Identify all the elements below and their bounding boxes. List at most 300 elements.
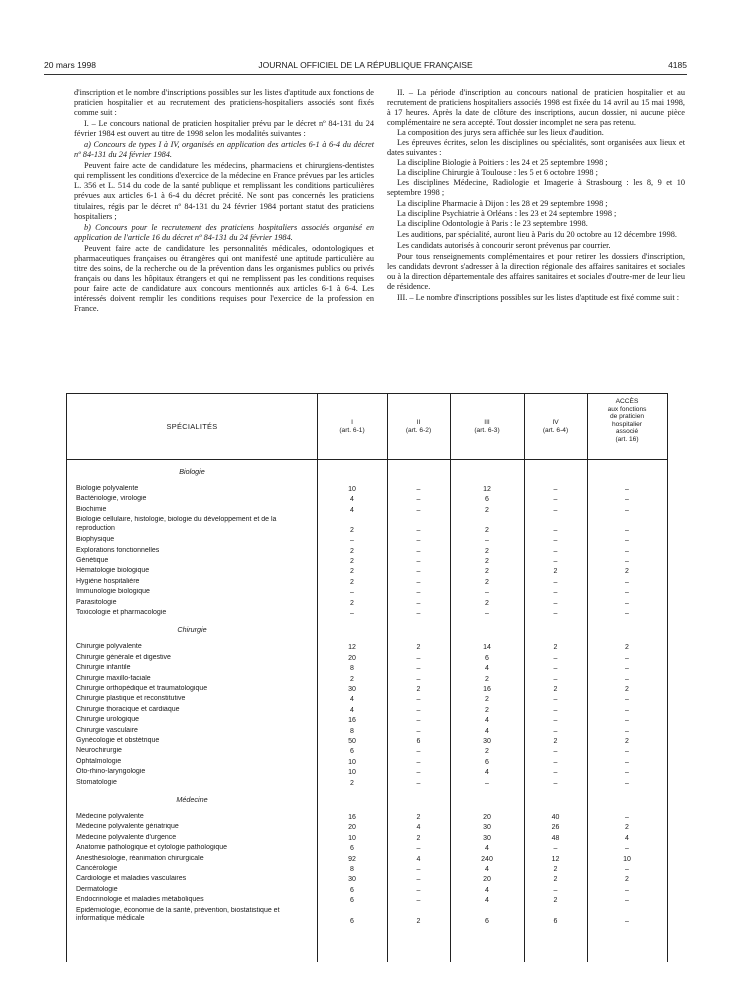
paragraph: Les disciplines Médecine, Radiologie et Imagerie à Strasbourg : les 8, 9 et 10 septembre 1998 ; bbox=[387, 178, 685, 198]
table-header bbox=[67, 394, 667, 460]
quota-value: – bbox=[625, 845, 629, 853]
quota-value: 8 bbox=[350, 665, 354, 673]
quota-value: – bbox=[350, 537, 354, 545]
table-row bbox=[67, 557, 667, 567]
specialty-name: Anatomie pathologique et cytologie pathologique bbox=[76, 844, 228, 852]
header-label: IV bbox=[552, 419, 559, 426]
quota-value: 4 bbox=[485, 665, 489, 673]
quota-value: 2 bbox=[553, 876, 558, 884]
table-row bbox=[67, 495, 667, 505]
quota-value: 92 bbox=[348, 855, 356, 863]
quota-value: – bbox=[553, 537, 558, 545]
quota-value: – bbox=[416, 675, 421, 683]
quota-value: – bbox=[625, 779, 629, 787]
specialty-name: Génétique bbox=[76, 557, 109, 564]
paragraph: d'inscription et le nombre d'inscriptions possibles sur les listes d'aptitude aux fonctions de praticien hospitalier et au recrutement des praticiens-hospitaliers associés sont fixés comme suit : bbox=[74, 88, 374, 118]
quota-value: – bbox=[553, 486, 558, 493]
quota-value: – bbox=[416, 537, 421, 545]
quota-value: 30 bbox=[348, 686, 356, 693]
issue-date: 20 mars 1998 bbox=[44, 60, 96, 70]
specialty-name: Chirurgie orthopédique et traumatologique bbox=[76, 685, 208, 692]
quota-value: 2 bbox=[485, 675, 489, 683]
table-row bbox=[67, 609, 667, 619]
journal-title: JOURNAL OFFICIEL DE LA RÉPUBLIQUE FRANÇAISE bbox=[258, 60, 473, 70]
quota-value: 10 bbox=[348, 834, 356, 842]
specialty-name: Bactériologie, virologie bbox=[76, 495, 147, 503]
quota-value: 4 bbox=[625, 834, 629, 842]
quota-value: – bbox=[416, 506, 421, 514]
specialty-name: Endocrinologie et maladies métaboliques bbox=[76, 896, 204, 904]
quota-value: – bbox=[625, 558, 629, 565]
paragraph: II. – La période d'inscription au concours national de praticien hospitalier et au recrutement de praticiens hospitaliers associés 1998 est fixée du 14 avril au 15 mai 1998, à 17 heures. Après la date de clôture des inscriptions, aucun dossier, ni aucune pièce complémentaire ne sera accepté. Tout dossier incomplet ne sera pas retenu. bbox=[387, 88, 685, 128]
table-row bbox=[67, 578, 667, 588]
quota-value: – bbox=[625, 506, 629, 514]
quota-value: – bbox=[485, 537, 489, 545]
quota-value: – bbox=[553, 578, 558, 586]
paragraph: La discipline Odontologie à Paris : le 23 septembre 1998. bbox=[397, 218, 588, 228]
quota-value: – bbox=[625, 769, 629, 777]
paragraph: La discipline Pharmacie à Dijon : les 28 et 29 septembre 1998 ; bbox=[397, 198, 608, 208]
quota-value: 2 bbox=[350, 558, 354, 565]
quota-value: – bbox=[416, 717, 421, 725]
quota-value: 6 bbox=[553, 917, 558, 925]
table-row bbox=[67, 813, 667, 823]
quota-value: 6 bbox=[350, 845, 354, 853]
header-label: III bbox=[484, 419, 490, 426]
quota-value: 2 bbox=[625, 876, 629, 884]
paragraph: I. – Le concours national de praticien hospitalier prévu par le décret nº 84-131 du 24 février 1984 est ouvert au titre de 1998 selon les modalités suivantes : bbox=[74, 119, 374, 139]
paragraph: Peuvent faire acte de candidature les personnalités médicales, odontologiques et pharmaceutiques françaises ou étrangères qui ont manifesté une aptitude particulière au titre des soins, de la recherche ou de la prévention dans les organismes publics ou privés français ou dans les hôpitaux étrangers et qui ne remplissent pas les conditions requises pour faire acte de candidature aux concours mentionnés aux articles 6-1 à 6-4. Les intéressés doivent remplir les conditions requises pour l'exercice de la profession en France. bbox=[74, 243, 374, 313]
table-row bbox=[67, 727, 667, 737]
quota-value: – bbox=[553, 706, 558, 714]
quota-value: 4 bbox=[485, 897, 489, 905]
quota-value: 40 bbox=[551, 814, 560, 821]
quota-value: – bbox=[625, 717, 629, 725]
quota-value: – bbox=[416, 876, 421, 884]
specialty-name: Médecine polyvalente gériatrique bbox=[76, 823, 179, 831]
quota-value: 240 bbox=[481, 855, 493, 863]
specialty-name: Stomatologie bbox=[76, 778, 117, 786]
quota-value: 10 bbox=[348, 486, 356, 493]
quota-value: – bbox=[625, 610, 629, 617]
quota-value: 30 bbox=[483, 824, 491, 832]
quota-value: 2 bbox=[625, 686, 629, 693]
paragraph-text: b) Concours pour le recrutement des praticiens hospitaliers associés organisé en application de l'article 16 du décret nº 84-131 du 24 février 1984. bbox=[74, 222, 374, 242]
header-type-2 bbox=[387, 394, 450, 459]
section-title: Biologie bbox=[179, 467, 205, 476]
table-row bbox=[67, 823, 667, 833]
table-row bbox=[67, 834, 667, 844]
quota-value: – bbox=[625, 496, 629, 504]
quota-value: 2 bbox=[350, 578, 354, 586]
quota-value: – bbox=[553, 845, 558, 853]
quota-value: 4 bbox=[350, 496, 354, 504]
quota-value: – bbox=[416, 578, 421, 586]
quota-value: – bbox=[625, 599, 629, 607]
quota-value: – bbox=[485, 779, 489, 787]
quota-value: – bbox=[625, 748, 629, 756]
paragraph-text: a) Concours de types I à IV, organisés en application des articles 6-1 à 6-4 du décret nº 84-131 du 24 février 1984. bbox=[74, 140, 374, 160]
header-type-4 bbox=[524, 394, 587, 459]
quota-value: – bbox=[416, 610, 421, 617]
quota-value: 8 bbox=[350, 727, 354, 735]
specialty-name: Biochimie bbox=[76, 505, 107, 513]
quota-value: 6 bbox=[485, 654, 489, 662]
quota-value: 6 bbox=[485, 496, 489, 504]
quota-value: 2 bbox=[485, 706, 489, 714]
quota-value: – bbox=[625, 897, 629, 905]
quota-value: 6 bbox=[350, 886, 354, 894]
table-row bbox=[67, 695, 667, 705]
table-row bbox=[67, 599, 667, 609]
quota-value: – bbox=[625, 866, 629, 873]
header-rule bbox=[44, 74, 687, 75]
quota-value: 2 bbox=[485, 696, 489, 704]
header-sublabel: (art. 16) bbox=[615, 435, 639, 443]
paragraph: La discipline Biologie à Poitiers : les 24 et 25 septembre 1998 ; bbox=[397, 158, 608, 168]
quota-value: 2 bbox=[416, 917, 421, 925]
table-row bbox=[67, 685, 667, 695]
quota-value: – bbox=[416, 589, 421, 597]
table-row bbox=[67, 567, 667, 577]
specialty-name: Chirurgie thoracique et cardiaque bbox=[76, 705, 180, 713]
specialty-name: Gynécologie et obstétrique bbox=[76, 737, 160, 744]
quota-value: – bbox=[625, 578, 629, 586]
quota-value: – bbox=[553, 547, 558, 555]
paragraph: Les auditions, par spécialité, auront lieu à Paris du 20 octobre au 12 décembre 1998. bbox=[397, 229, 677, 239]
quota-value: – bbox=[485, 610, 489, 617]
specialty-name: Dermatologie bbox=[76, 885, 118, 893]
specialty-name: Chirurgie vasculaire bbox=[76, 726, 138, 734]
quota-value: – bbox=[625, 814, 629, 821]
header-sublabel: (art. 6-4) bbox=[542, 426, 569, 434]
quota-value: – bbox=[553, 506, 558, 514]
quota-value: – bbox=[625, 758, 629, 766]
quota-value: 12 bbox=[551, 855, 560, 863]
left-text-column bbox=[74, 88, 374, 314]
quota-value: 6 bbox=[485, 917, 489, 925]
quota-value: 16 bbox=[483, 686, 491, 693]
header-sublabel: associé bbox=[615, 428, 639, 435]
quota-value: – bbox=[485, 589, 489, 597]
specialty-name: Cardiologie et maladies vasculaires bbox=[76, 875, 187, 883]
quota-value: 20 bbox=[348, 824, 356, 832]
quota-value: 10 bbox=[348, 769, 356, 777]
quota-value: 2 bbox=[485, 527, 489, 535]
quota-value: – bbox=[553, 589, 558, 597]
quota-value: 2 bbox=[416, 644, 421, 652]
quota-value: – bbox=[553, 696, 558, 704]
header-associe bbox=[587, 394, 667, 459]
table-row bbox=[67, 896, 667, 906]
quota-value: 2 bbox=[350, 675, 354, 683]
quota-value: – bbox=[416, 727, 421, 735]
quota-value: – bbox=[553, 886, 558, 894]
quota-value: 4 bbox=[485, 886, 489, 894]
quota-value: 12 bbox=[348, 644, 356, 652]
quota-value: 4 bbox=[350, 506, 354, 514]
quota-value: – bbox=[553, 558, 558, 565]
quota-value: – bbox=[416, 486, 421, 493]
specialty-name: Ophtalmologie bbox=[76, 757, 122, 765]
header-sublabel: de praticien bbox=[609, 413, 645, 420]
paragraph: La discipline Psychiatrie à Orléans : les 23 et 24 septembre 1998 ; bbox=[397, 208, 617, 218]
paragraph: Les candidats autorisés à concourir seront prévenus par courrier. bbox=[397, 240, 611, 250]
table-row bbox=[67, 536, 667, 546]
header-type-3 bbox=[450, 394, 524, 459]
quota-value: – bbox=[416, 897, 421, 905]
paragraph: Pour tous renseignements complémentaires et pour retirer les dossiers d'inscription, les candidats devront s'adresser à la direction régionale des affaires sanitaires et sociales ou à la direction départementale des affaires sanitaires et sociales d'outre-mer de leur lieu de résidence. bbox=[387, 251, 685, 291]
quota-value: – bbox=[416, 886, 421, 894]
table-row bbox=[67, 779, 667, 789]
specialty-name: Chirurgie générale et digestive bbox=[76, 653, 171, 661]
quota-value: 10 bbox=[623, 855, 631, 863]
quota-value: – bbox=[416, 496, 421, 504]
right-text-column bbox=[387, 88, 685, 303]
quota-value: – bbox=[625, 696, 629, 704]
quota-value: 8 bbox=[350, 866, 354, 873]
table-row bbox=[67, 865, 667, 875]
quota-value: 20 bbox=[483, 876, 491, 884]
quota-value: 2 bbox=[553, 897, 558, 905]
quota-value: – bbox=[625, 886, 629, 894]
table-row bbox=[67, 643, 667, 653]
table-row bbox=[67, 547, 667, 557]
quota-table bbox=[66, 393, 668, 962]
quota-value: – bbox=[625, 917, 629, 925]
quota-value: 2 bbox=[625, 644, 629, 652]
table-row bbox=[67, 768, 667, 778]
quota-value: 4 bbox=[416, 824, 421, 832]
quota-value: – bbox=[625, 589, 629, 597]
quota-value: – bbox=[625, 675, 629, 683]
paragraph: Les épreuves écrites, selon les disciplines ou spécialités, sont organisées aux lieux et dates suivantes : bbox=[387, 138, 685, 158]
specialty-name: Chirurgie polyvalente bbox=[76, 643, 142, 651]
quota-value: – bbox=[416, 599, 421, 607]
quota-value: – bbox=[553, 758, 558, 766]
table-row bbox=[67, 485, 667, 495]
quota-value: 50 bbox=[348, 738, 356, 745]
table-row bbox=[67, 737, 667, 747]
quota-value: 2 bbox=[625, 824, 629, 832]
specialty-name: Chirurgie infantile bbox=[76, 664, 131, 672]
header-sublabel: (art. 6-1) bbox=[339, 426, 365, 434]
quota-value: 30 bbox=[483, 834, 491, 842]
quota-value: 26 bbox=[551, 824, 560, 832]
quota-value: 2 bbox=[485, 599, 489, 607]
header-type-1 bbox=[317, 394, 387, 459]
specialty-name: Parasitologie bbox=[76, 598, 117, 606]
quota-value: – bbox=[416, 527, 421, 535]
quota-value: 2 bbox=[485, 506, 489, 514]
specialty-name: Épidémiologie, économie de la santé, prévention, biostatistique et informatique médicale bbox=[76, 906, 280, 923]
table-row bbox=[67, 654, 667, 664]
quota-value: 4 bbox=[485, 727, 489, 735]
quota-value: 14 bbox=[483, 644, 491, 652]
header-label: ACCÈS bbox=[615, 398, 639, 405]
quota-value: 2 bbox=[350, 547, 354, 555]
page-header bbox=[44, 60, 687, 74]
quota-value: 30 bbox=[483, 738, 491, 745]
specialty-name: Chirurgie maxillo-faciale bbox=[76, 674, 151, 682]
quota-value: 4 bbox=[485, 717, 489, 725]
quota-value: – bbox=[350, 610, 354, 617]
quota-value: – bbox=[553, 779, 558, 787]
quota-value: 6 bbox=[416, 738, 421, 745]
quota-value: – bbox=[625, 547, 629, 555]
quota-value: – bbox=[553, 665, 558, 673]
quota-value: 2 bbox=[350, 599, 354, 607]
quota-value: 10 bbox=[348, 758, 356, 766]
quota-value: 2 bbox=[553, 738, 558, 745]
specialty-name: Cancérologie bbox=[76, 865, 118, 872]
paragraph: La discipline Chirurgie à Toulouse : les 5 et 6 octobre 1998 ; bbox=[397, 168, 598, 178]
quota-value: 20 bbox=[348, 654, 356, 662]
quota-value: – bbox=[553, 496, 558, 504]
quota-value: – bbox=[553, 599, 558, 607]
quota-value: 2 bbox=[350, 779, 354, 787]
quota-value: – bbox=[625, 486, 629, 493]
quota-value: 2 bbox=[485, 547, 489, 555]
specialty-name: Explorations fonctionnelles bbox=[76, 546, 160, 554]
quota-value: 6 bbox=[485, 758, 489, 766]
specialty-name: Immunologie biologique bbox=[76, 588, 150, 596]
table-row bbox=[67, 907, 667, 927]
quota-value: 30 bbox=[348, 876, 356, 884]
table-row bbox=[67, 855, 667, 865]
quota-value: 20 bbox=[483, 814, 491, 821]
paragraph bbox=[74, 140, 374, 160]
table-row bbox=[67, 506, 667, 516]
quota-value: – bbox=[416, 696, 421, 704]
quota-value: – bbox=[625, 527, 629, 535]
quota-value: 4 bbox=[350, 696, 354, 704]
quota-value: 16 bbox=[348, 814, 356, 821]
quota-value: – bbox=[416, 845, 421, 853]
quota-value: – bbox=[416, 558, 421, 565]
quota-value: – bbox=[625, 706, 629, 714]
quota-value: 2 bbox=[350, 568, 354, 576]
quota-value: 12 bbox=[483, 486, 491, 493]
quota-value: – bbox=[553, 527, 558, 535]
quota-value: – bbox=[416, 665, 421, 673]
table-row bbox=[67, 844, 667, 854]
quota-value: – bbox=[416, 547, 421, 555]
table-row bbox=[67, 588, 667, 598]
table-row bbox=[67, 706, 667, 716]
table-row bbox=[67, 747, 667, 757]
specialty-name: Biologie cellulaire, histologie, biologie du développement et de la reproduction bbox=[76, 516, 277, 532]
quota-value: 4 bbox=[485, 769, 489, 777]
section-title: Chirurgie bbox=[177, 625, 207, 635]
table-row bbox=[67, 758, 667, 768]
quota-value: 4 bbox=[485, 845, 489, 853]
quota-value: 2 bbox=[625, 738, 629, 745]
paragraph bbox=[74, 223, 374, 243]
quota-value: – bbox=[416, 654, 421, 662]
header-sublabel: (art. 6-3) bbox=[474, 426, 500, 434]
paragraph: Peuvent faire acte de candidature les médecins, pharmaciens et chirurgiens-dentistes qui remplissent les conditions d'exercice de la médecine en France prévues par les articles L. 356 et L. 514 du code de la santé publique et remplissant les conditions particulières prévues aux articles 6-1 à 6-4 du décret précité. Ne sont pas concernés les praticiens titulaires, régis par le décret nº 84-131 du 24 février 1984 portant statut des praticiens hospitaliers ; bbox=[74, 161, 374, 221]
quota-value: – bbox=[416, 568, 421, 576]
quota-value: – bbox=[416, 706, 421, 714]
paragraph: III. – Le nombre d'inscriptions possibles sur les listes d'aptitude est fixé comme suit : bbox=[397, 292, 680, 302]
header-label: I bbox=[351, 419, 353, 426]
header-sublabel: (art. 6-2) bbox=[405, 426, 432, 434]
table-row bbox=[67, 886, 667, 896]
quota-value: – bbox=[553, 748, 558, 756]
quota-value: 4 bbox=[350, 706, 354, 714]
quota-value: 2 bbox=[416, 814, 421, 821]
quota-value: 2 bbox=[553, 866, 558, 873]
quota-value: – bbox=[625, 654, 629, 662]
quota-value: 2 bbox=[485, 748, 489, 756]
specialty-name: Médecine polyvalente bbox=[76, 813, 144, 820]
quota-value: – bbox=[416, 758, 421, 766]
table-row bbox=[67, 675, 667, 685]
quota-value: 2 bbox=[416, 834, 421, 842]
quota-value: 2 bbox=[416, 686, 421, 693]
quota-value: 2 bbox=[485, 578, 489, 586]
quota-value: – bbox=[553, 654, 558, 662]
quota-value: – bbox=[553, 675, 558, 683]
quota-value: – bbox=[416, 866, 421, 873]
quota-value: 2 bbox=[625, 568, 629, 576]
quota-value: – bbox=[553, 769, 558, 777]
quota-value: 2 bbox=[485, 568, 489, 576]
specialty-name: Toxicologie et pharmacologie bbox=[76, 609, 167, 616]
table-row bbox=[67, 516, 667, 536]
specialty-name: Anesthésiologie, réanimation chirurgicale bbox=[76, 854, 204, 862]
specialty-name: Hématologie biologique bbox=[76, 567, 150, 575]
quota-value: – bbox=[416, 769, 421, 777]
specialty-name: Médecine polyvalente d'urgence bbox=[76, 833, 177, 841]
quota-value: 4 bbox=[485, 866, 489, 873]
specialty-name: Biologie polyvalente bbox=[76, 485, 139, 492]
quota-value: 6 bbox=[350, 748, 354, 756]
header-sublabel: hospitalier bbox=[611, 420, 643, 428]
specialty-name: Chirurgie plastique et reconstitutive bbox=[76, 695, 186, 703]
specialty-name: Oto-rhino-laryngologie bbox=[76, 768, 146, 776]
quota-value: 2 bbox=[350, 527, 354, 535]
quota-value: 48 bbox=[551, 834, 560, 842]
page-number: 4185 bbox=[668, 60, 687, 70]
header-label: II bbox=[416, 419, 421, 426]
quota-value: 2 bbox=[485, 558, 489, 565]
quota-value: – bbox=[350, 589, 354, 597]
quota-value: – bbox=[625, 537, 629, 545]
quota-value: – bbox=[416, 748, 421, 756]
quota-value: 16 bbox=[348, 717, 356, 725]
specialty-name: Biophysique bbox=[76, 536, 115, 544]
specialty-name: Chirurgie urologique bbox=[76, 716, 140, 724]
table-row bbox=[67, 716, 667, 726]
table-row bbox=[67, 875, 667, 885]
quota-value: – bbox=[625, 665, 629, 673]
quota-value: 2 bbox=[553, 644, 558, 652]
quota-value: 2 bbox=[553, 568, 558, 576]
section-title: Médecine bbox=[176, 795, 208, 804]
header-sublabel: aux fonctions bbox=[607, 405, 647, 413]
paragraph: La composition des jurys sera affichée sur les lieux d'audition. bbox=[397, 128, 604, 138]
table-row bbox=[67, 664, 667, 674]
quota-value: – bbox=[416, 779, 421, 787]
quota-value: – bbox=[625, 727, 629, 735]
quota-value: – bbox=[553, 610, 558, 617]
quota-value: 2 bbox=[553, 686, 558, 693]
specialty-name: Neurochirurgie bbox=[76, 747, 122, 755]
quota-value: 4 bbox=[416, 855, 421, 863]
quota-value: 6 bbox=[350, 917, 354, 925]
